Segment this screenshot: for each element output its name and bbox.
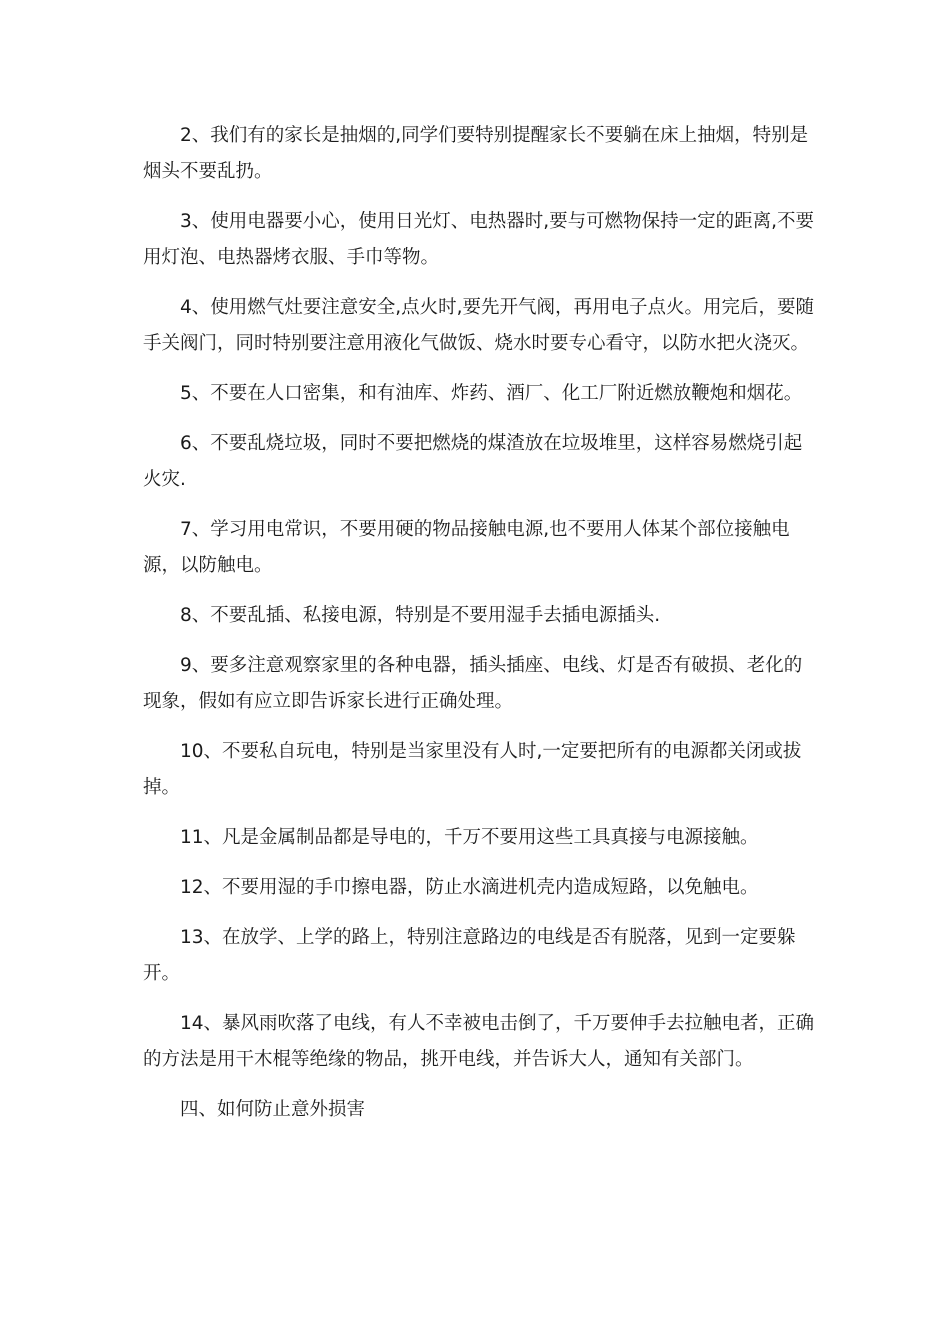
paragraph-fireworks: 5、不要在人口密集，和有油库、炸药、酒厂、化工厂附近燃放鞭炮和烟花。 [180,383,803,404]
paragraph-wet-hands-plug: 8、不要乱插、私接电源，特别是不要用湿手去插电源插头. [180,605,661,626]
paragraph-gas-stove-safety: 4、使用燃气灶要注意安全,点火时,要先开气阀，再用电子点火。用完后，要随手关阀门，同时特别要注意用液化气做饭、烧水时要专心看守，以防水把火浇灭。 [143,297,815,354]
paragraph-garbage-burning: 6、不要乱烧垃圾，同时不要把燃烧的煤渣放在垃圾堆里，这样容易燃烧引起火灾. [143,433,803,490]
paragraph-inspect-appliances: 9、要多注意观察家里的各种电器，插头插座、电线、灯是否有破损、老化的现象，假如有应立即告诉家长进行正确处理。 [143,655,803,712]
paragraph-no-playing-electricity: 10、不要私自玩电，特别是当家里没有人时,一定要把所有的电源都关闭或拔掉。 [143,741,802,798]
document-body [143,118,818,1142]
paragraph-appliance-distance: 3、使用电器要小心，使用日光灯、电热器时,要与可燃物保持一定的距离,不要用灯泡、电热器烤衣服、手巾等物。 [143,211,815,268]
paragraph-smoking-reminder: 2、我们有的家长是抽烟的,同学们要特别提醒家长不要躺在床上抽烟，特别是烟头不要乱扔。 [143,125,809,182]
paragraph-electrocution-rescue: 14、暴风雨吹落了电线，有人不幸被电击倒了，千万要伸手去拉触电者，正确的方法是用干木棍等绝缘的物品，挑开电线，并告诉大人，通知有关部门。 [143,1013,815,1070]
paragraph-electricity-knowledge: 7、学习用电常识，不要用硬的物品接触电源,也不要用人体某个部位接触电源，以防触电。 [143,519,790,576]
section-heading-accident-prevention: 四、如何防止意外损害 [180,1099,366,1120]
paragraph-fallen-wires-road: 13、在放学、上学的路上，特别注意路边的电线是否有脱落，见到一定要躲开。 [143,927,796,984]
paragraph-metal-conductive: 11、凡是金属制品都是导电的，千万不要用这些工具真接与电源接触。 [180,827,759,848]
paragraph-wet-towel: 12、不要用湿的手巾擦电器，防止水滴进机壳内造成短路，以免触电。 [180,877,759,898]
